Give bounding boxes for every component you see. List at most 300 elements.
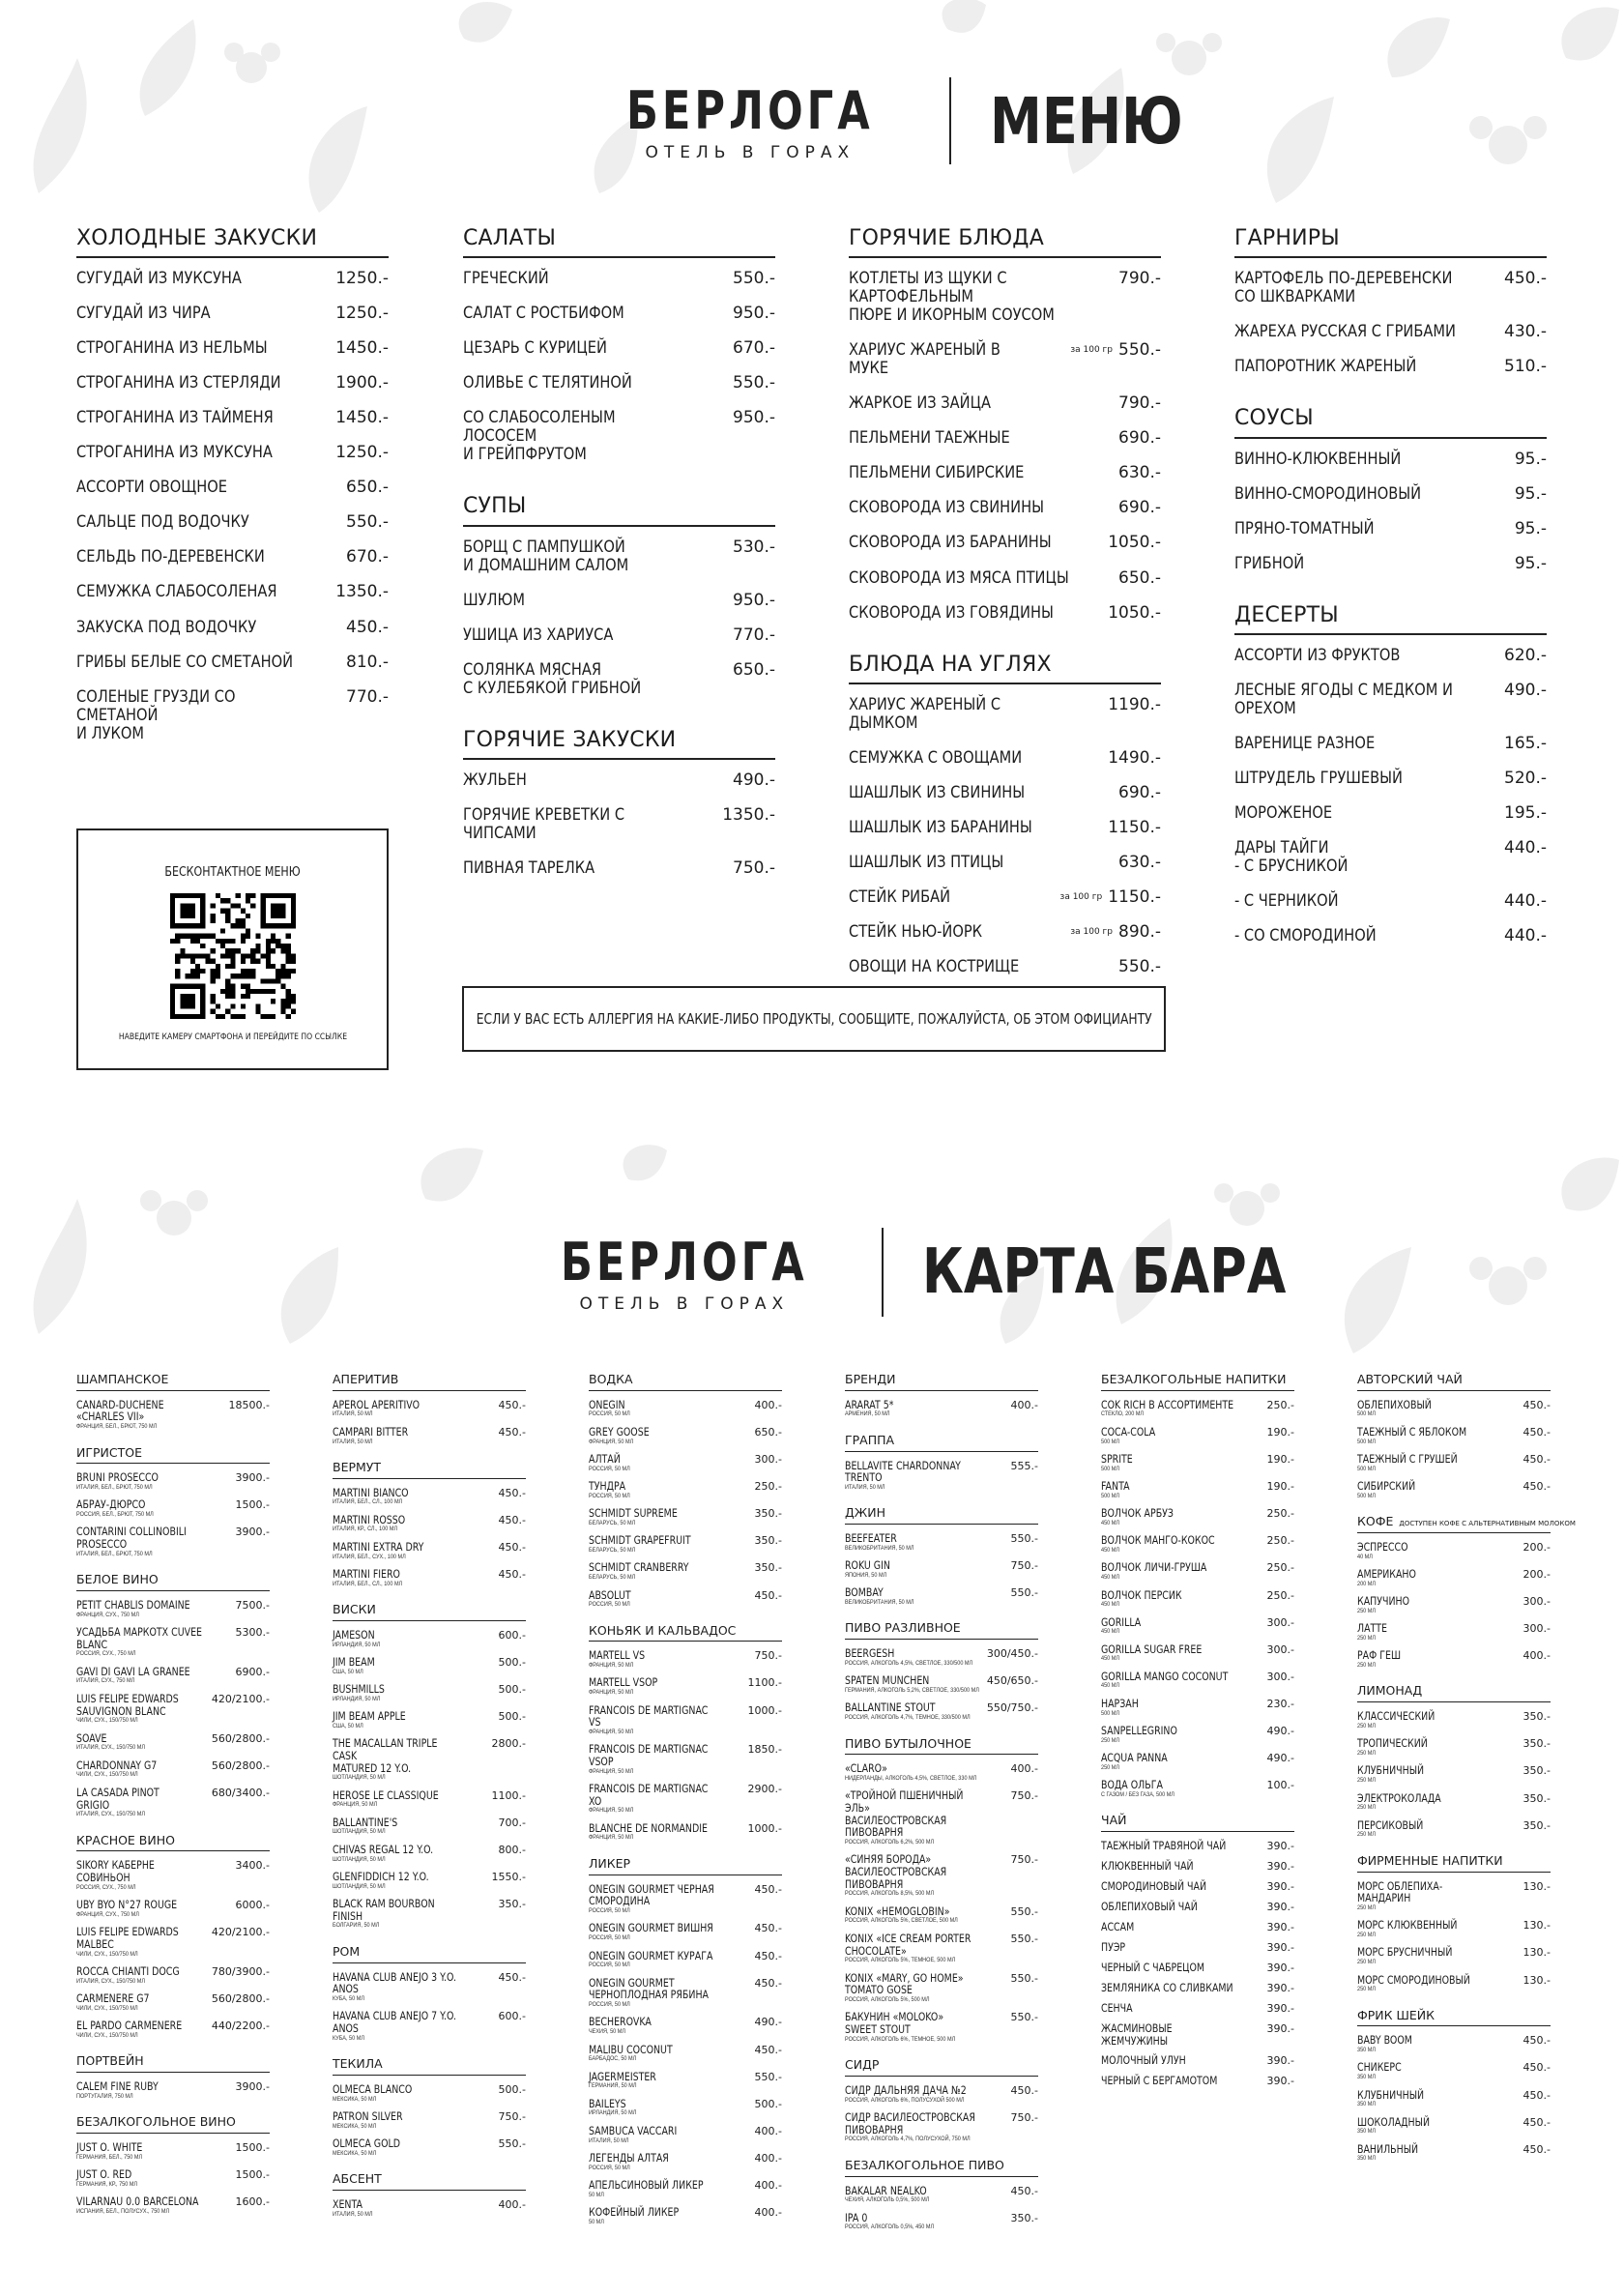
item-price: 750.- bbox=[1010, 1559, 1038, 1573]
item-desc: 500 МЛ bbox=[1101, 1709, 1119, 1717]
item-name: XENTA bbox=[333, 2197, 362, 2211]
bar-item bbox=[1357, 1541, 1551, 1560]
bar-item bbox=[333, 1629, 526, 1648]
item-name: SAMBUCA VACCARI bbox=[589, 2123, 678, 2137]
menu-item bbox=[1234, 323, 1547, 341]
item-name: ONEGIN GOURMET ЧЕРНОПЛОДНАЯ РЯБИНА bbox=[589, 1975, 709, 2002]
item-price: 490.- bbox=[1266, 1752, 1294, 1765]
allergy-notice bbox=[462, 986, 1166, 1052]
item-name: BABY BOOM bbox=[1357, 2033, 1412, 2048]
bar-item bbox=[1357, 1568, 1551, 1587]
item-desc: 500 МЛ bbox=[1101, 1492, 1119, 1499]
item-price: 560/2800.- bbox=[211, 1731, 270, 1745]
section-heading: ХОЛОДНЫЕ ЗАКУСКИ bbox=[76, 227, 389, 258]
item-price: 450.- bbox=[1522, 1398, 1551, 1411]
item-price: 400.- bbox=[754, 2179, 782, 2193]
item-block bbox=[589, 1480, 751, 1499]
item-name: THE MACALLAN TRIPLE CASK MATURED 12 Y.O. bbox=[333, 1736, 438, 1775]
bar-item bbox=[589, 2125, 782, 2144]
item-name: - С ЧЕРНИКОЙ bbox=[1234, 891, 1339, 912]
item-name: «СИНЯЯ БОРОДА» ВАСИЛЕОСТРОВСКАЯ ПИВОВАРНЯ bbox=[845, 1852, 947, 1891]
item-name: НАРЗАН bbox=[1101, 1696, 1139, 1710]
item-block bbox=[1101, 2022, 1263, 2047]
item-desc: США, 50 МЛ bbox=[333, 1722, 363, 1729]
item-desc: АРМЕНИЯ, 50 МЛ bbox=[845, 1410, 890, 1418]
qr-menu-box[interactable] bbox=[76, 828, 389, 1070]
item-name: СУГУДАЙ ИЗ МУКСУНА bbox=[76, 269, 242, 289]
bar-section bbox=[333, 1603, 526, 1930]
bar-item bbox=[1101, 1941, 1294, 1954]
item-name: MARTINI BIANCO bbox=[333, 1485, 409, 1499]
item-name: ГРИБНОЙ bbox=[1234, 553, 1305, 573]
item-price: 770.- bbox=[346, 686, 389, 707]
item-name: ВАРЕНИЦЕ РАЗНОЕ bbox=[1234, 733, 1376, 753]
item-desc: ИТАЛИЯ, 50 МЛ bbox=[845, 1483, 885, 1491]
item-desc: РОССИЯ, 50 МЛ bbox=[589, 2000, 630, 2008]
item-price: 450.- bbox=[1522, 2061, 1551, 2075]
item-desc: РОССИЯ, 50 МЛ bbox=[589, 1601, 630, 1609]
item-name: JUST O. WHITE bbox=[76, 2139, 143, 2154]
bar-item bbox=[1101, 1534, 1294, 1554]
brand-subtitle: ОТЕЛЬ В ГОРАХ bbox=[645, 142, 856, 162]
item-price: 200.- bbox=[1522, 1540, 1551, 1554]
bar-item bbox=[76, 1992, 270, 2012]
item-block bbox=[1101, 1671, 1263, 1690]
item-price: 750.- bbox=[754, 1649, 782, 1663]
bar-item bbox=[589, 1950, 782, 1969]
item-price: 520.- bbox=[1504, 768, 1547, 788]
item-desc: 40 МЛ bbox=[1357, 1553, 1373, 1560]
item-desc: ИТАЛИЯ, СУХ., 150/750 МЛ bbox=[76, 1977, 145, 1985]
item-name: JIM BEAM APPLE bbox=[333, 1709, 406, 1724]
section-heading bbox=[1357, 2009, 1551, 2027]
item-block bbox=[1101, 1426, 1263, 1445]
item-desc: ИТАЛИЯ, СУХ., 750 МЛ bbox=[76, 1677, 135, 1685]
item-desc: ИТАЛИЯ, 50 МЛ bbox=[589, 2136, 629, 2144]
section-title: КРАСНОЕ ВИНО bbox=[76, 1832, 175, 1847]
brand-name: БЕРЛОГА bbox=[625, 79, 874, 141]
menu-item bbox=[849, 854, 1161, 872]
item-name: MARTINI ROSSO bbox=[333, 1512, 406, 1526]
item-price: 550.- bbox=[733, 373, 775, 393]
bar-column bbox=[845, 1373, 1038, 2247]
menu-section bbox=[1234, 227, 1547, 376]
item-block bbox=[333, 1399, 495, 1418]
bar-item bbox=[1101, 1453, 1294, 1472]
item-name: CANARD-DUCHENE «CHARLES VII» bbox=[76, 1397, 164, 1424]
item-price: 300.- bbox=[754, 1452, 782, 1466]
bar-item bbox=[76, 1626, 270, 1658]
section-title: АВТОРСКИЙ ЧАЙ bbox=[1357, 1372, 1463, 1386]
item-price: 650.- bbox=[346, 478, 389, 498]
item-desc: КУБА, 50 МЛ bbox=[333, 1994, 364, 2002]
bar-item bbox=[845, 1647, 1038, 1667]
item-block bbox=[1357, 1792, 1520, 1812]
item-price: 450.- bbox=[498, 1513, 526, 1526]
item-block bbox=[76, 1859, 232, 1891]
item-desc: 350 МЛ bbox=[1357, 2047, 1376, 2053]
item-block bbox=[1357, 1737, 1520, 1757]
qr-code-icon[interactable] bbox=[170, 893, 296, 1019]
item-price: 770.- bbox=[733, 625, 775, 645]
item-block bbox=[845, 1460, 1007, 1492]
bar-item bbox=[589, 1589, 782, 1609]
bar-title: КАРТА БАРА bbox=[921, 1236, 1286, 1308]
item-name: MARTELL VSOP bbox=[589, 1675, 658, 1690]
menu-header bbox=[595, 77, 1225, 164]
item-price: 620.- bbox=[1504, 645, 1547, 665]
menu-item bbox=[849, 888, 1161, 907]
item-desc: ЧИЛИ, СУХ., 150/750 МЛ bbox=[76, 2004, 138, 2012]
menu-title: МЕНЮ bbox=[989, 83, 1183, 159]
item-name: ВОЛЧОК ЛИЧИ-ГРУША bbox=[1101, 1560, 1207, 1575]
menu-item bbox=[76, 305, 389, 323]
item-name: ВОДА ОЛЬГА bbox=[1101, 1778, 1163, 1792]
item-block bbox=[76, 1992, 208, 2012]
item-block bbox=[845, 1532, 1007, 1552]
item-name: АССОРТИ ОВОЩНОЕ bbox=[76, 478, 228, 498]
menu-item bbox=[849, 749, 1161, 768]
item-block bbox=[1357, 1399, 1520, 1418]
item-name: ЦЕЗАРЬ С КУРИЦЕЙ bbox=[463, 338, 607, 359]
item-desc: 250 МЛ bbox=[1357, 1831, 1376, 1839]
bar-item bbox=[333, 1514, 526, 1533]
item-price: 1050.- bbox=[1108, 533, 1161, 553]
item-name: BEEFEATER bbox=[845, 1531, 897, 1546]
item-block bbox=[1357, 1880, 1520, 1912]
menu-item bbox=[849, 696, 1161, 733]
item-block bbox=[589, 2044, 751, 2063]
item-price: 400.- bbox=[754, 2206, 782, 2220]
bar-item bbox=[1357, 1649, 1551, 1669]
item-desc: ПОРТУГАЛИЯ, 750 МЛ bbox=[76, 2092, 133, 2100]
item-block bbox=[589, 1822, 744, 1842]
item-name: ЭЛЕКТРОКОЛАДА bbox=[1357, 1790, 1441, 1805]
item-price: 550/750.- bbox=[986, 1701, 1038, 1715]
item-name: OLMECA BLANCO bbox=[333, 2081, 413, 2096]
item-price: 420/2100.- bbox=[211, 1926, 270, 1939]
menu-item bbox=[849, 819, 1161, 837]
item-block bbox=[333, 2083, 495, 2103]
section-heading bbox=[76, 2054, 270, 2073]
item-name: СКОВОРОДА ИЗ ГОВЯДИНЫ bbox=[849, 602, 1054, 623]
bar-item bbox=[76, 1666, 270, 1685]
item-price: 550.- bbox=[1118, 340, 1161, 361]
item-block bbox=[589, 1453, 751, 1472]
item-name: АССАМ bbox=[1101, 1920, 1135, 1934]
bar-section bbox=[589, 1624, 782, 1842]
item-desc: ИТАЛИЯ, 50 МЛ bbox=[333, 1438, 373, 1445]
item-block bbox=[333, 1568, 495, 1587]
section-title: ЛИМОНАД bbox=[1357, 1683, 1423, 1699]
bar-item bbox=[589, 1399, 782, 1418]
bar-item bbox=[1101, 1561, 1294, 1581]
item-name: ШОКОЛАДНЫЙ bbox=[1357, 2114, 1431, 2129]
item-block bbox=[1101, 1453, 1263, 1472]
item-name: FRANCOIS DE MARTIGNAC VSOP bbox=[589, 1742, 709, 1768]
item-price: 18500.- bbox=[228, 1398, 270, 1411]
bar-item bbox=[845, 1853, 1038, 1897]
item-name: «CLARO» bbox=[845, 1761, 887, 1776]
item-price: 95.- bbox=[1514, 553, 1547, 573]
bar-item bbox=[589, 1676, 782, 1696]
bar-item bbox=[333, 1737, 526, 1781]
item-desc: ФРАНЦИЯ, БЕЛ., БРЮТ, 750 МЛ bbox=[76, 1423, 158, 1431]
item-desc: 500 МЛ bbox=[1357, 1492, 1376, 1499]
item-desc: ФРАНЦИЯ, 50 МЛ bbox=[589, 1834, 634, 1842]
item-name: MALIBU COCONUT bbox=[589, 2042, 673, 2056]
bar-item bbox=[845, 1933, 1038, 1964]
menu-item bbox=[76, 339, 389, 358]
item-desc: РОССИЯ, АЛКОГОЛЬ 5%, ТЕМНОЕ, 500 МЛ bbox=[845, 1957, 956, 1964]
item-block bbox=[76, 1926, 208, 1958]
bar-item bbox=[76, 1787, 270, 1818]
item-block bbox=[1101, 1480, 1263, 1499]
item-price: 390.- bbox=[1266, 1840, 1294, 1853]
item-desc: 250 МЛ bbox=[1357, 1607, 1376, 1614]
bar-item bbox=[333, 2110, 526, 2130]
item-desc: ИТАЛИЯ, БЕЛ., СУХ., 100 МЛ bbox=[333, 1553, 406, 1560]
item-block bbox=[1101, 1643, 1263, 1663]
menu-item bbox=[463, 538, 775, 575]
section-heading: ГОРЯЧИЕ БЛЮДА bbox=[849, 227, 1161, 258]
item-price: 670.- bbox=[733, 338, 775, 359]
item-desc: НИДЕРЛАНДЫ, АЛКОГОЛЬ 4,5%, СВЕТЛОЕ, 330 МЛ bbox=[845, 1774, 977, 1782]
item-name: ТАЕЖНЫЙ ТРАВЯНОЙ ЧАЙ bbox=[1101, 1839, 1227, 1853]
item-block bbox=[76, 2195, 232, 2215]
item-block bbox=[1101, 1616, 1263, 1636]
item-name: VILARNAU 0.0 BARCELONA bbox=[76, 2194, 199, 2209]
item-price: 1900.- bbox=[335, 373, 389, 393]
bar-item bbox=[76, 1399, 270, 1431]
bar-item bbox=[1101, 1725, 1294, 1744]
item-price: 510.- bbox=[1504, 357, 1547, 377]
item-desc: ГЕРМАНИЯ, КР., 750 МЛ bbox=[76, 2180, 138, 2188]
item-price: 390.- bbox=[1266, 1901, 1294, 1914]
item-price: 750.- bbox=[733, 858, 775, 879]
item-name: IPA 0 bbox=[845, 2210, 868, 2224]
item-price: 450.- bbox=[754, 1922, 782, 1935]
menu-section bbox=[76, 227, 389, 743]
item-block bbox=[1357, 2116, 1520, 2136]
item-name: BEERGESH bbox=[845, 1646, 895, 1661]
item-price: 1250.- bbox=[335, 269, 389, 289]
menu-item bbox=[463, 859, 775, 878]
bar-item bbox=[1357, 1399, 1551, 1418]
item-name: HAVANA CLUB ANEJO 7 Y.O. ANOS bbox=[333, 2009, 457, 2036]
menu-item bbox=[849, 499, 1161, 517]
item-name: PETIT CHABLIS DOMAINE bbox=[76, 1597, 190, 1612]
item-price: 890.- bbox=[1118, 921, 1161, 942]
section-heading bbox=[76, 1446, 270, 1465]
item-name: ПРЯНО-ТОМАТНЫЙ bbox=[1234, 518, 1375, 538]
item-block bbox=[845, 2185, 1007, 2204]
bar-item bbox=[1357, 1480, 1551, 1499]
section-title: ВОДКА bbox=[589, 1372, 633, 1386]
bar-item bbox=[589, 1977, 782, 2009]
item-block bbox=[589, 1676, 744, 1696]
item-name: СИДР ВАСИЛЕОСТРОВСКАЯ ПИВОВАРНЯ bbox=[845, 2110, 975, 2136]
item-desc: 500 МЛ bbox=[1357, 1438, 1376, 1445]
item-name: CONTARINI COLLINOBILI PROSECCO bbox=[76, 1525, 187, 1552]
item-name: ROCCA CHIANTI DOCG bbox=[76, 1964, 180, 1979]
section-title: БЕЗАЛКОГОЛЬНОЕ ВИНО bbox=[76, 2114, 236, 2130]
item-desc: 200 МЛ bbox=[1357, 1580, 1376, 1587]
bar-item bbox=[589, 2098, 782, 2117]
item-block bbox=[845, 1559, 1007, 1579]
item-name: АССОРТИ ИЗ ФРУКТОВ bbox=[1234, 645, 1401, 665]
item-block bbox=[589, 1883, 751, 1915]
bar-item bbox=[1357, 1880, 1551, 1912]
bar-item bbox=[589, 1883, 782, 1915]
item-price: 130.- bbox=[1522, 1919, 1551, 1933]
menu-item bbox=[76, 548, 389, 567]
item-block bbox=[589, 1704, 744, 1736]
item-price: 1150.- bbox=[1108, 817, 1161, 837]
item-desc: 450 МЛ bbox=[1101, 1546, 1119, 1554]
item-name: МОРС СМОРОДИНОВЫЙ bbox=[1357, 1972, 1470, 1987]
item-name: ONEGIN GOURMET ВИШНЯ bbox=[589, 1921, 713, 1935]
item-name: SCHMIDT SUPREME bbox=[589, 1506, 678, 1521]
section-title: ДЖИН bbox=[845, 1505, 885, 1521]
item-price: 7500.- bbox=[235, 1598, 270, 1612]
item-price: 165.- bbox=[1504, 733, 1547, 753]
item-block bbox=[1357, 2143, 1520, 2163]
item-desc: ФРАНЦИЯ, СУХ., 750 МЛ bbox=[76, 1611, 139, 1618]
section-heading bbox=[1101, 1814, 1294, 1832]
item-desc: ЧИЛИ, СУХ., 150/750 МЛ bbox=[76, 2031, 138, 2039]
item-name: ТРОПИЧЕСКИЙ bbox=[1357, 1736, 1428, 1751]
section-heading bbox=[76, 1573, 270, 1591]
item-price: 950.- bbox=[733, 304, 775, 324]
item-block bbox=[1101, 1941, 1263, 1954]
item-desc: ФРАНЦИЯ, 50 МЛ bbox=[333, 1801, 378, 1809]
bar-item bbox=[333, 1816, 526, 1836]
section-heading bbox=[845, 2058, 1038, 2077]
item-price: 130.- bbox=[1522, 1946, 1551, 1960]
item-name: GORILLA MANGO COCONUT bbox=[1101, 1669, 1229, 1683]
item-price: 350.- bbox=[1522, 1737, 1551, 1751]
item-name: ГРЕЧЕСКИЙ bbox=[463, 269, 549, 289]
item-desc: РОССИЯ, АЛКОГОЛЬ 6%, ПОЛУСУХОЙ 500 МЛ bbox=[845, 2096, 965, 2104]
item-desc: РОССИЯ, 50 МЛ bbox=[589, 1410, 630, 1418]
item-block bbox=[1101, 1752, 1263, 1771]
item-price: 450.- bbox=[1504, 269, 1547, 289]
item-name: СНИКЕРС bbox=[1357, 2060, 1402, 2075]
bar-item bbox=[589, 1822, 782, 1842]
bar-item bbox=[76, 1693, 270, 1725]
item-price: 600.- bbox=[498, 1628, 526, 1642]
item-price: 3900.- bbox=[235, 1471, 270, 1485]
item-block bbox=[845, 1789, 1007, 1846]
bar-item bbox=[589, 2152, 782, 2171]
menu-item bbox=[1234, 358, 1547, 376]
item-name: ВОЛЧОК ПЕРСИК bbox=[1101, 1587, 1182, 1602]
header-divider bbox=[949, 77, 951, 164]
item-price: 1850.- bbox=[747, 1743, 782, 1757]
menu-item bbox=[849, 394, 1161, 413]
item-block bbox=[845, 1762, 1007, 1782]
menu-item bbox=[463, 305, 775, 323]
menu-item bbox=[463, 270, 775, 288]
header-divider bbox=[882, 1228, 884, 1317]
item-block bbox=[333, 1871, 488, 1890]
bar-item bbox=[845, 2111, 1038, 2143]
item-price: 750.- bbox=[1010, 1853, 1038, 1867]
item-desc: РОССИЯ, АЛКОГОЛЬ 6%, ТЕМНОЕ, 500 МЛ bbox=[845, 2035, 956, 2043]
item-price: 390.- bbox=[1266, 1860, 1294, 1874]
item-name: FRANCOIS DE MARTIGNAC VS bbox=[589, 1702, 709, 1729]
bar-item bbox=[589, 1783, 782, 1815]
item-name: CAMPARI BITTER bbox=[333, 1424, 409, 1439]
item-block bbox=[333, 2137, 495, 2157]
item-price: 450.- bbox=[1522, 1452, 1551, 1466]
item-name: ОБЛЕПИХОВЫЙ ЧАЙ bbox=[1101, 1900, 1198, 1914]
menu-item bbox=[1234, 927, 1547, 945]
bar-item bbox=[589, 2016, 782, 2035]
item-price: 400.- bbox=[754, 2124, 782, 2137]
item-price: 300.- bbox=[1522, 1595, 1551, 1609]
item-name: ГОРЯЧИЕ КРЕВЕТКИ С ЧИПСАМИ bbox=[463, 805, 625, 844]
item-name: SOAVE bbox=[76, 1730, 107, 1745]
item-name: - СО СМОРОДИНОЙ bbox=[1234, 926, 1377, 946]
item-name: BUSHMILLS bbox=[333, 1682, 385, 1697]
bar-column bbox=[1357, 1372, 1576, 2178]
menu-section bbox=[1234, 604, 1547, 946]
section-heading bbox=[845, 2159, 1038, 2177]
item-price: 490.- bbox=[1266, 1725, 1294, 1738]
bar-item bbox=[845, 1460, 1038, 1492]
bar-item bbox=[333, 1710, 526, 1729]
bar-section bbox=[76, 1373, 270, 1431]
menu-item bbox=[76, 479, 389, 497]
bar-section bbox=[1101, 1373, 1294, 1798]
item-block bbox=[845, 2212, 1007, 2231]
section-title: АБСЕНТ bbox=[333, 2171, 382, 2187]
section-heading bbox=[333, 2172, 526, 2191]
item-desc: ФРАНЦИЯ, 50 МЛ bbox=[589, 1728, 634, 1735]
item-name: SCHMIDT CRANBERRY bbox=[589, 1560, 689, 1575]
item-price: 550.- bbox=[733, 269, 775, 289]
menu-item bbox=[76, 513, 389, 532]
item-price: 440.- bbox=[1504, 926, 1547, 946]
bar-section bbox=[845, 1373, 1038, 1418]
bar-section bbox=[1357, 2009, 1551, 2163]
menu-section bbox=[849, 227, 1161, 623]
bar-column bbox=[333, 1373, 526, 2233]
bar-item bbox=[589, 1480, 782, 1499]
item-block bbox=[76, 1399, 225, 1431]
item-block bbox=[589, 2016, 751, 2035]
item-name: СТЕЙК НЬЮ-ЙОРК bbox=[849, 921, 983, 942]
item-name: ГРИБЫ БЕЛЫЕ СО СМЕТАНОЙ bbox=[76, 652, 294, 672]
bar-item bbox=[1101, 1921, 1294, 1933]
item-desc: ИРЛАНДИЯ, 50 МЛ bbox=[589, 2109, 637, 2117]
item-block bbox=[1357, 1568, 1520, 1587]
item-name: HAVANA CLUB ANEJO 3 Y.O. ANOS bbox=[333, 1969, 457, 1996]
bar-item bbox=[333, 1426, 526, 1445]
item-desc: РОССИЯ, АЛКОГОЛЬ 6,2%, 500 МЛ bbox=[845, 1838, 935, 1846]
item-name: ONEGIN bbox=[589, 1397, 625, 1411]
bar-item bbox=[76, 1926, 270, 1958]
item-price: 950.- bbox=[733, 408, 775, 428]
item-desc: ШОТЛАНДИЯ, 50 МЛ bbox=[333, 1828, 386, 1836]
item-price: 350.- bbox=[754, 1507, 782, 1521]
item-name: ОЛИВЬЕ С ТЕЛЯТИНОЙ bbox=[463, 373, 632, 393]
item-price: 2900.- bbox=[747, 1783, 782, 1796]
item-price: 250.- bbox=[1266, 1507, 1294, 1521]
menu-item bbox=[1234, 520, 1547, 538]
